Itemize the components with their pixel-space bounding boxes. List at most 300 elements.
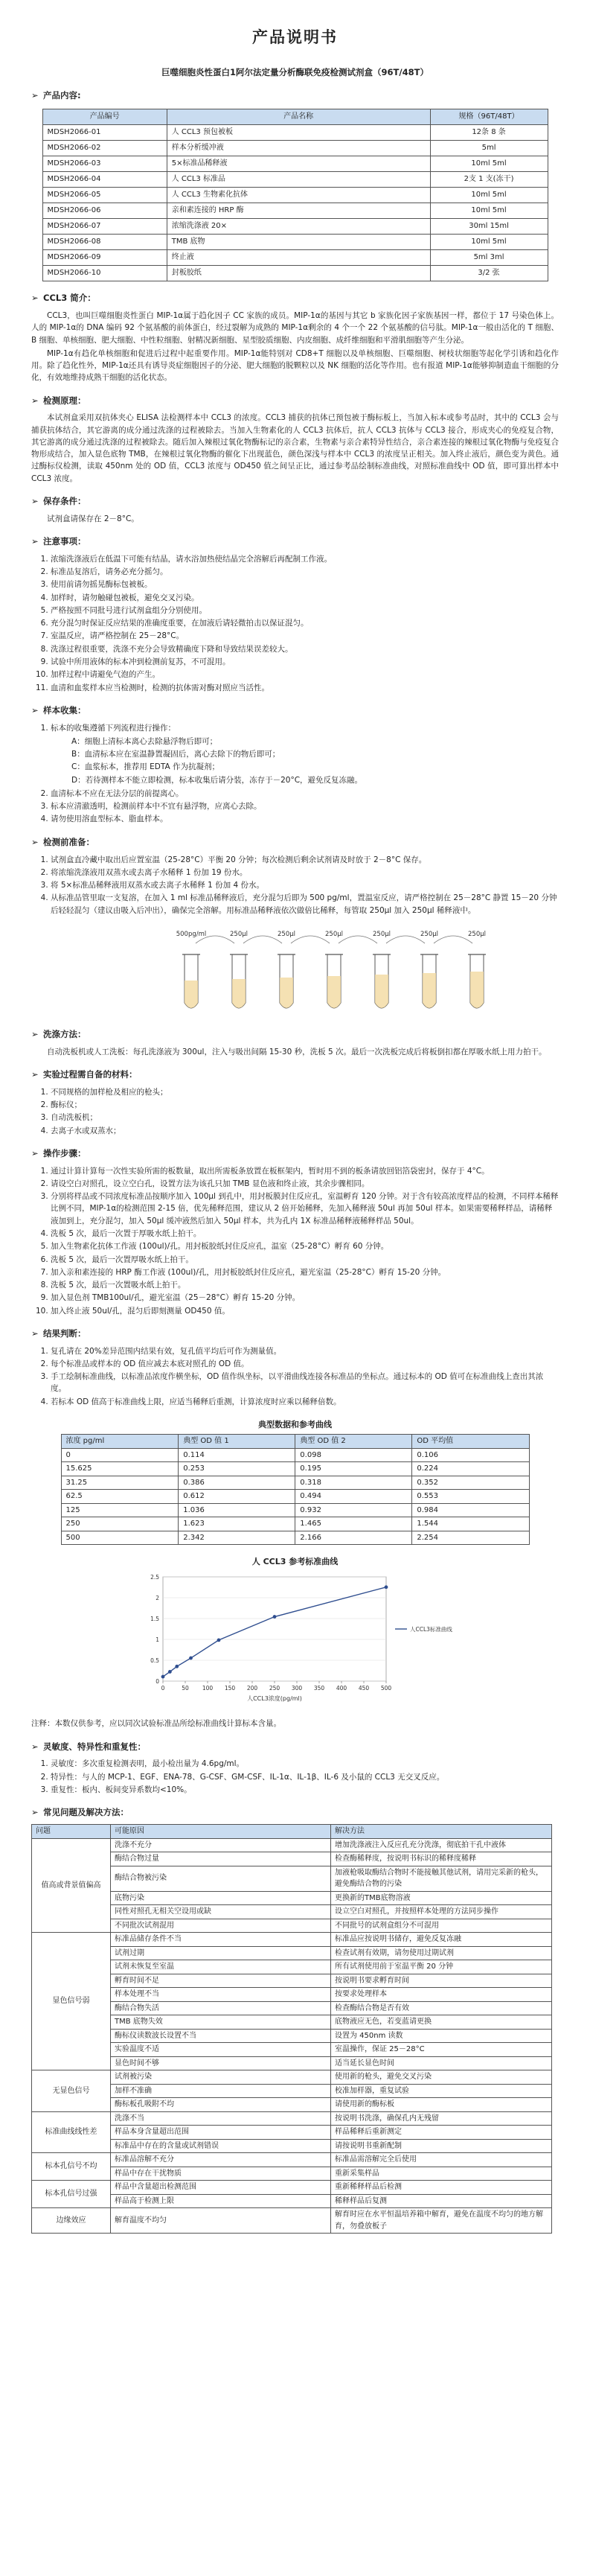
- solution-cell: 室温操作，保证 25－28°C: [331, 2043, 552, 2057]
- result-list: [31, 1345, 559, 1408]
- data-point: [217, 1639, 220, 1642]
- bullet-icon: ➢: [31, 1068, 39, 1080]
- table-cell: TMB 底物: [167, 235, 430, 250]
- table-cell: 15.625: [61, 1462, 179, 1476]
- bullet-icon: ➢: [31, 1327, 39, 1339]
- notes-list: [31, 553, 559, 694]
- sub-list-item: D：若待测样本不能立即检测，标本收集后请分装，冻存于－20°C，避免反复冻融。: [71, 775, 363, 785]
- list-item: 4. 从标准品管里取一支复溶，在加入 1 ml 标准品稀释液后，充分混匀后即为 500 pg/ml，置温室反应，请严格控制在 25－28°C 静置 15－20 分钟后轻轻混匀（建议由吸入后冲出），确保完全溶解。用标准品稀释液依次做倍比稀释，每管取 250μl 加入 250μl 稀释液中。: [51, 892, 559, 916]
- data-point: [189, 1657, 193, 1660]
- bullet-icon: ➢: [31, 1807, 39, 1818]
- list-item: 11. 血清和血浆样本应当检测时，检测的抗体需对酶对照应当活性。: [51, 682, 559, 694]
- tube-liquid: [185, 981, 198, 1008]
- table-header-cell: 问题: [32, 1825, 111, 1839]
- principle-text: 本试剂盒采用双抗体夹心 ELISA 法检测样本中 CCL3 的浓度。CCL3 捕获的抗体已预包被于酶标板上，当加入标本或参考品时，其中的 CCL3 会与捕获抗体结合，其它游离的成分通过洗涤的过程被除去。当加入生物素化的人 CCL3 抗体后，抗人 CCL3 抗体与 CCL3 接合，形成夹心的免疫复合物，其它游离的成分通过洗涤的过程被除去。随后加入辣根过氧化物酶标记的亲合素，生物素与亲合素特异性结合，亲合素连接的辣根过氧化物酶与免疫复合物形成结合，加入显色底物 TMB，在辣根过氧化物酶的催化下出现蓝色，颜色深浅与样本中 CCL3 的浓度呈正相关。加入终止液后，颜色变为黄色。通过酶标仪检测，读取 450nm 处的 OD 值，CCL3 浓度与 OD450 值之间呈正比，通过参考品绘制标准曲线，对照标准曲线中 OD 值，即可算出样本中 CCL3 浓度。: [31, 413, 559, 483]
- problem-cell: 值高或背景值偏高: [32, 1838, 111, 1933]
- cause-cell: 样品中含量超出检测范围: [111, 2181, 331, 2195]
- page-title: 产品说明书: [252, 28, 338, 46]
- table-cell: MDSH2066-01: [42, 125, 167, 141]
- solution-cell: 解育时应在水平恒温培养箱中解育，避免在温度不均匀的地方解育，勿叠放板子: [331, 2208, 552, 2234]
- table-row: [32, 2181, 552, 2195]
- table-row: [61, 1448, 529, 1462]
- table-cell: 3/2 张: [430, 266, 548, 281]
- table-header-cell: 浓度 pg/ml: [61, 1435, 179, 1449]
- tube-label: 250μl: [468, 930, 486, 938]
- table-row: [61, 1462, 529, 1476]
- transfer-arrow: [243, 936, 282, 943]
- list-item: 1. 浓缩洗涤液后在低温下可能有结晶，请水浴加热使结晶完全溶解后再配制工作液。: [51, 553, 559, 565]
- components-table: [42, 109, 548, 281]
- list-item: 8. 洗板 5 次，最后一次置吸水纸上拍干。: [51, 1279, 559, 1291]
- table-cell: 0.098: [295, 1448, 412, 1462]
- problem-cell: 边缘效应: [32, 2208, 111, 2234]
- plot-area: [163, 1577, 386, 1681]
- bullet-icon: ➢: [31, 395, 39, 406]
- bullet-icon: ➢: [31, 293, 39, 304]
- standard-data-table: [61, 1434, 530, 1545]
- cause-cell: 孵育时间不足: [111, 1974, 331, 1988]
- section-self-heading: ➢ 实验过程需自备的材料：: [31, 1068, 559, 1082]
- y-tick-label: 1.5: [150, 1616, 159, 1623]
- cause-cell: 试剂未恢复至室温: [111, 1960, 331, 1974]
- table-cell: 1.544: [412, 1517, 529, 1531]
- table-row: [32, 2208, 552, 2234]
- table-cell: 人 CCL3 标准品: [167, 172, 430, 188]
- list-item: [51, 788, 559, 800]
- standard-curve-svg: [124, 1571, 466, 1712]
- cause-cell: 底物污染: [111, 1891, 331, 1905]
- table-cell: 0.106: [412, 1448, 529, 1462]
- table-cell: MDSH2066-05: [42, 188, 167, 203]
- list-item: 2. 标准品复溶后，请务必充分摇匀。: [51, 566, 559, 578]
- section-storage-heading: ➢ 保存条件：: [31, 495, 559, 508]
- table-cell: 0.612: [179, 1490, 295, 1504]
- table-cell: 500: [61, 1531, 179, 1545]
- solution-cell: 重新采集样品: [331, 2167, 552, 2181]
- table-cell: 250: [61, 1517, 179, 1531]
- table-header-cell: 规格（96T/48T）: [430, 109, 548, 125]
- cause-cell: 酶结合物被污染: [111, 1866, 331, 1891]
- table-cell: 2支 1 支(冻干): [430, 172, 548, 188]
- x-tick-label: 500: [380, 1685, 391, 1692]
- table-cell: 0.224: [412, 1462, 529, 1476]
- tube-liquid: [375, 975, 388, 1008]
- solution-cell: 校准加样器，重复试验: [331, 2084, 552, 2098]
- tube: [373, 931, 425, 1008]
- chart-title: 人 CCL3 参考标准曲线: [251, 1557, 339, 1567]
- solution-cell: 请按说明书重新配制: [331, 2139, 552, 2153]
- data-point: [175, 1665, 179, 1668]
- table-cell: 人 CCL3 生物素化抗体: [167, 188, 430, 203]
- transfer-arrow: [291, 936, 330, 943]
- table-cell: 0.553: [412, 1490, 529, 1504]
- tube-liquid: [280, 978, 293, 1008]
- list-item: 5. 加入生物素化抗体工作液 (100ul)/孔。用封板胶纸封住反应孔，温室（25-28°C）孵育 60 分钟。: [51, 1240, 559, 1252]
- storage-text: 试剂盒请保存在 2－8°C。: [47, 514, 139, 523]
- section-intro-heading: ➢ CCL3 简介：: [31, 292, 559, 305]
- list-item: 2. 特异性：与人的 MCP-1、EGF、ENA-78、G-CSF、GM-CSF、IL-1α、IL-1β、IL-6 及小鼠的 CCL3 无交叉反应。: [51, 1771, 559, 1783]
- table-header-cell: 解决方法: [331, 1825, 552, 1839]
- table-cell: 1.623: [179, 1517, 295, 1531]
- table-cell: MDSH2066-06: [42, 203, 167, 219]
- problem-cell: 标本孔信号过强: [32, 2181, 111, 2208]
- solution-cell: 标准品需溶解完全后使用: [331, 2153, 552, 2167]
- table-header-cell: 可能原因: [111, 1825, 331, 1839]
- data-point: [384, 1585, 388, 1589]
- tube-liquid: [327, 976, 341, 1008]
- cause-cell: 样本处理不当: [111, 1988, 331, 2002]
- cause-cell: 显色时间不够: [111, 2056, 331, 2070]
- table-row: [32, 2153, 552, 2167]
- sub-list-item: B：血清标本应在室温静置凝固后，离心去除下的物后即可；: [71, 750, 280, 759]
- solution-cell: 设置为 450nm 读数: [331, 2029, 552, 2043]
- cause-cell: 不同批次试剂混用: [111, 1919, 331, 1933]
- table-cell: 0.253: [179, 1462, 295, 1476]
- table-row: [42, 141, 548, 156]
- table-cell: 人 CCL3 预包被板: [167, 125, 430, 141]
- intro-paragraph: CCL3，也叫巨噬细胞炎性蛋白 MIP-1α属于趋化因子 CC 家族的成员。MIP-1α的基因与其它 b 家族化因子家族基因一样，都位于 17 号染色体上。人的 MIP-1α的 DNA 编码 92 个氨基酸的前体蛋白，经过裂解为成熟的 MIP-1α剩余的 4 个一个 22 个氨基酸的信号肽。MIP-1α一般由活化的 T 细胞、B 细胞、单核细胞、肥大细胞、中性粒细胞、射精况新细胞、星型胶质细胞、内皮细胞、成纤维细胞和平滑肌细胞等产生分泌。: [31, 310, 559, 345]
- solution-cell: 请使用新的酶标板: [331, 2098, 552, 2112]
- x-tick-label: 200: [246, 1685, 257, 1692]
- list-item: 3. 手工绘制标准曲线，以标准品浓度作横坐标，OD 值作纵坐标，以平滑曲线连接各标准品的坐标点。通过标本的 OD 值可在标准曲线上查出其浓度。: [51, 1371, 559, 1395]
- cause-cell: 标准品溶解不充分: [111, 2153, 331, 2167]
- x-tick-label: 400: [336, 1685, 347, 1692]
- section-notes-heading: ➢ 注意事项：: [31, 535, 559, 549]
- sub-list-item: C：血浆标本，推荐用 EDTA 作为抗凝剂；: [71, 762, 220, 772]
- table-cell: 0.195: [295, 1462, 412, 1476]
- table-cell: 62.5: [61, 1490, 179, 1504]
- section-sample-heading: ➢ 样本收集：: [31, 704, 559, 718]
- table-cell: 5×标准品稀释液: [167, 156, 430, 172]
- table-cell: 5ml 3ml: [430, 250, 548, 266]
- list-item-text: 请勿使用溶血型标本、脂血样本。: [51, 814, 168, 824]
- problem-cell: 显色信号弱: [32, 1933, 111, 2070]
- transfer-arrow: [386, 936, 425, 943]
- table-cell: 2.342: [179, 1531, 295, 1545]
- tube: [420, 931, 472, 1008]
- y-tick-label: 2: [155, 1595, 159, 1602]
- disclaimer-note: 注释：本数仅供参考，应以同次试验标准品所绘标准曲线计算标本含量。: [31, 1719, 281, 1729]
- tube-label: 250μl: [325, 930, 343, 938]
- problem-cell: 标准曲线线性差: [32, 2111, 111, 2153]
- solution-cell: 设立空白对照孔，并按照样本处理的方法同步操作: [331, 1905, 552, 1919]
- list-item: 9. 试验中所用液体的标本冲到检测前复苏，不可混用。: [51, 656, 559, 668]
- solution-cell: 按说明书洗涤，确保孔内无残留: [331, 2111, 552, 2126]
- table-row: [32, 2111, 552, 2126]
- cause-cell: 标准品中存在的含量或试剂错误: [111, 2139, 331, 2153]
- table-row: [61, 1476, 529, 1490]
- x-tick-label: 450: [358, 1685, 369, 1692]
- table-row: [42, 188, 548, 203]
- section-wash-heading: ➢ 洗涤方法：: [31, 1028, 559, 1042]
- table-cell: 0.352: [412, 1476, 529, 1490]
- list-item: 7. 加入亲和素连接的 HRP 酶工作液 (100ul)/孔，用封板胶纸封住反应孔，避光室温（25-28°C）孵育 15-20 分钟。: [51, 1266, 559, 1278]
- solution-cell: 适当延长显色时间: [331, 2056, 552, 2070]
- list-item: 9. 加入显色剂 TMB100ul/孔，避光室温（25－28°C）孵育 15-20 分钟。: [51, 1292, 559, 1304]
- list-item: 1. 通过计算计算每一次性实验所需的板数量，取出所需板条放置在板框架内，暂时用不到的板条请放回铝箔袋密封，保存于 4°C。: [51, 1165, 559, 1177]
- table-cell: 5ml: [430, 141, 548, 156]
- x-tick-label: 300: [291, 1685, 302, 1692]
- table-row: [42, 235, 548, 250]
- cause-cell: 酶标板孔吸附不均: [111, 2098, 331, 2112]
- tube-liquid: [232, 979, 246, 1008]
- table-row: [42, 250, 548, 266]
- table-row: [42, 203, 548, 219]
- list-item: 6. 洗板 5 次，最后一次置厚吸水纸上拍干。: [51, 1254, 559, 1266]
- dilution-tubes-illustration: [31, 921, 559, 1018]
- data-point: [272, 1615, 276, 1619]
- list-item: [51, 813, 559, 825]
- y-tick-label: 2.5: [150, 1574, 159, 1581]
- x-tick-label: 0: [161, 1685, 164, 1692]
- data-point: [167, 1670, 171, 1674]
- bullet-icon: ➢: [31, 1741, 39, 1752]
- cause-cell: 样品本身含量超出范围: [111, 2126, 331, 2140]
- list-item: 1. 复孔请在 20%差异范围内结果有效，复孔值平均后可作为测量值。: [51, 1345, 559, 1357]
- cause-cell: 同性对照孔无相关空设用或缺: [111, 1905, 331, 1919]
- table-header-cell: 典型 OD 值 2: [295, 1435, 412, 1449]
- section-prep-heading: ➢ 检测前准备：: [31, 836, 559, 849]
- table-row: [42, 219, 548, 235]
- intro-paragraph: MIP-1α有趋化单核细胞和促进后过程中起重要作用。MIP-1α能特别对 CD8+T 细胞以及单核细胞、巨噬细胞、树枝状细胞等起化学引诱和趋化作用。除了趋化性外，MIP-1α还具有诱导炎症细胞因子的分泌、肥大细胞的脱颗粒以及 NK 细胞的活化等作用。也有报道 MIP-1α能够抑制造血干细胞的分化，有效地维持成熟干细胞的活化状态。: [31, 348, 559, 383]
- solution-cell: 检查酶结合物是否有效: [331, 2001, 552, 2015]
- data-point: [161, 1675, 164, 1679]
- list-item: 10. 加入终止液 50ul/孔，混匀后即刻测量 OD450 值。: [51, 1305, 559, 1317]
- list-item: 2. 酶标仪；: [51, 1099, 559, 1111]
- table-cell: MDSH2066-02: [42, 141, 167, 156]
- intro-text: [31, 310, 559, 384]
- table-cell: 样本分析缓冲液: [167, 141, 430, 156]
- legend-label: 人CCL3标准曲线: [409, 1626, 452, 1633]
- tube-label: 250μl: [278, 930, 295, 938]
- table-row: [61, 1490, 529, 1504]
- problem-cell: 标本孔信号不均: [32, 2153, 111, 2181]
- list-item: 3. 使用前请勿摇晃酶标包被板。: [51, 578, 559, 590]
- self-materials-list: [31, 1086, 559, 1137]
- table-cell: 2.166: [295, 1531, 412, 1545]
- list-item: 3. 重复性：板内、板间变异系数均<10%。: [51, 1784, 559, 1796]
- table-cell: MDSH2066-07: [42, 219, 167, 235]
- table-cell: 1.036: [179, 1503, 295, 1517]
- table-cell: 2.254: [412, 1531, 529, 1545]
- table-header-cell: OD 平均值: [412, 1435, 529, 1449]
- table-row: [42, 156, 548, 172]
- solution-cell: 重新稀释样品后检测: [331, 2181, 552, 2195]
- list-item: [51, 800, 559, 812]
- solution-cell: 增加洗涤液注入反应孔充分洗涤，彻底拍干孔中液体: [331, 1838, 552, 1852]
- list-item: 3. 自动洗板机；: [51, 1112, 559, 1123]
- solution-cell: 检查试剂有效期，请勿使用过期试剂: [331, 1946, 552, 1960]
- solution-cell: 按说明书要求孵育时间: [331, 1974, 552, 1988]
- table-row: [32, 1838, 552, 1852]
- troubleshooting-table: [31, 1824, 552, 2234]
- section-sensitivity-heading: ➢ 灵敏度、特异性和重复性：: [31, 1741, 559, 1754]
- cause-cell: 标准品储存条件不当: [111, 1933, 331, 1947]
- bullet-icon: ➢: [31, 495, 39, 506]
- tube: [230, 931, 282, 1008]
- transfer-arrow: [434, 936, 472, 943]
- list-item-text: 血清标本不应在无法分层的前提离心。: [51, 788, 184, 798]
- table-header-cell: 产品名称: [167, 109, 430, 125]
- table-cell: 10ml 5ml: [430, 156, 548, 172]
- x-tick-label: 50: [181, 1685, 189, 1692]
- bullet-icon: ➢: [31, 90, 39, 101]
- cause-cell: TMB 底物失效: [111, 2015, 331, 2030]
- y-tick-label: 0.5: [150, 1657, 159, 1665]
- table-row: [42, 125, 548, 141]
- list-item: 2. 请设空白对照孔，设立空白孔，设置方法为该孔只加 TMB 显色液和终止液，其余步骤相同。: [51, 1178, 559, 1190]
- table-cell: 1.465: [295, 1517, 412, 1531]
- cause-cell: 样品中存在干扰物质: [111, 2167, 331, 2181]
- y-tick-label: 1: [155, 1636, 159, 1644]
- table-row: [32, 2070, 552, 2085]
- x-tick-label: 350: [313, 1685, 324, 1692]
- table-cell: MDSH2066-03: [42, 156, 167, 172]
- solution-cell: 底物液应无色，若变蓝请更换: [331, 2015, 552, 2030]
- tube-label: 250μl: [373, 930, 391, 938]
- list-item: 7. 室温反应，请严格控制在 25－28°C。: [51, 630, 559, 642]
- tube-label: 500pg/ml: [176, 930, 207, 938]
- table-cell: 12条 8 条: [430, 125, 548, 141]
- solution-cell: 加液枪吸取酶结合物时不能接触其他试剂，请用完采新的枪头，避免酶结合物的污染: [331, 1866, 552, 1891]
- table-header-cell: 产品编号: [42, 109, 167, 125]
- list-item: 8. 洗涤过程很重要，洗涤不充分会导致精确度下降和导致结果误差较大。: [51, 643, 559, 655]
- list-item: 3. 将 5×标准品稀释液用双蒸水或去离子水稀释 1 份加 4 份水。: [51, 879, 559, 891]
- list-item: 10. 加样过程中请避免气泡的产生。: [51, 669, 559, 680]
- transfer-arrow: [339, 936, 377, 943]
- table-cell: 10ml 5ml: [430, 188, 548, 203]
- table-cell: MDSH2066-08: [42, 235, 167, 250]
- list-item: 5. 严格按照不同批号进行试剂盒组分分别使用。: [51, 605, 559, 616]
- section-components-heading: ➢ 产品内容:: [31, 89, 559, 103]
- table-cell: 0.114: [179, 1448, 295, 1462]
- list-item: 1. 灵敏度：多次重复检测表明，最小检出量为 4.6pg/ml。: [51, 1758, 559, 1770]
- table-cell: MDSH2066-10: [42, 266, 167, 281]
- tube: [176, 931, 234, 1008]
- table-row: [61, 1503, 529, 1517]
- solution-cell: 使用新的枪头，避免交叉污染: [331, 2070, 552, 2085]
- list-item-text: 标本应清澈透明，检测前样本中不宜有悬浮物，应离心去除。: [51, 802, 262, 812]
- cause-cell: 解育温度不均匀: [111, 2208, 331, 2234]
- bullet-icon: ➢: [31, 536, 39, 547]
- table-cell: 浓缩洗涤液 20×: [167, 219, 430, 235]
- table-cell: 30ml 15ml: [430, 219, 548, 235]
- table-row: [42, 266, 548, 281]
- table-cell: 0.932: [295, 1503, 412, 1517]
- table-cell: 10ml 5ml: [430, 203, 548, 219]
- bullet-icon: ➢: [31, 704, 39, 715]
- table-cell: 125: [61, 1503, 179, 1517]
- cause-cell: 样品高于检测上限: [111, 2194, 331, 2208]
- cause-cell: 试剂过期: [111, 1946, 331, 1960]
- list-item: 4. 去离子水或双蒸水；: [51, 1125, 559, 1137]
- table-row: [61, 1531, 529, 1545]
- table-row: [61, 1517, 529, 1531]
- tube: [278, 931, 330, 1008]
- table-header-cell: 典型 OD 值 1: [179, 1435, 295, 1449]
- table-cell: 0.984: [412, 1503, 529, 1517]
- wash-text: 自动洗板机或人工洗板：每孔洗涤液为 300ul，注入与吸出间隔 15-30 秒，洗板 5 次。最后一次洗板完成后将板倒扣都在厚吸水纸上用力拍干。: [47, 1047, 547, 1056]
- table-row: [42, 172, 548, 188]
- cause-cell: 酶结合物过量: [111, 1852, 331, 1866]
- list-item: 6. 充分混匀时保证反应结果的准确度重要，在加液后请轻微拍击以保证混匀。: [51, 617, 559, 629]
- section-steps-heading: ➢ 操作步骤：: [31, 1147, 559, 1161]
- x-axis-label: 人CCL3浓度(pg/ml): [246, 1695, 302, 1703]
- steps-list: [31, 1165, 559, 1317]
- section-result-heading: ➢ 结果判断：: [31, 1327, 559, 1341]
- list-item: [51, 722, 559, 786]
- x-tick-label: 250: [269, 1685, 280, 1692]
- bullet-icon: ➢: [31, 1147, 39, 1158]
- sensitivity-list: [31, 1758, 559, 1796]
- solution-cell: 标准品应按说明书储存，避免反复冻融: [331, 1933, 552, 1947]
- product-subtitle: 巨噬细胞炎性蛋白1阿尔法定量分析酶联免疫检测试剂盒（96T/48T）: [161, 66, 429, 77]
- table-cell: 封板胶纸: [167, 266, 430, 281]
- table-cell: 10ml 5ml: [430, 235, 548, 250]
- table-cell: 亲和素连接的 HRP 酶: [167, 203, 430, 219]
- tube-liquid: [423, 973, 436, 1008]
- solution-cell: 样品稀释后重新测定: [331, 2126, 552, 2140]
- tube-label: 250μl: [420, 930, 438, 938]
- list-item: 4. 加样时，请勿触碰包被板，避免交叉污染。: [51, 592, 559, 604]
- table-row: [32, 1933, 552, 1947]
- list-item: 4. 若标本 OD 值高于标准曲线上限，应适当稀释后重测，计算浓度时应乘以稀释倍数。: [51, 1396, 559, 1408]
- list-item: 1. 不同规格的加样枪及相应的枪头；: [51, 1086, 559, 1098]
- list-item: 3. 分别将样品或不同浓度标准品按顺序加入 100μl 到孔中，用封板膜封住反应孔，室温孵育 120 分钟。对于含有较高浓度样品的检测，不同样本稀释比例不同，MIP-1α的检测范围 2-15 倍，优先稀释范围，建议从 2 倍开始稀释，先加入稀释液 50ul 再加 50ul 样本。如果需要稀释样品，请稀释液加到上，充分混匀，加入 50μl 缓冲液然后加入 50μl 样本，共为孔内 1X 标准品稀释液稀释样品 50ul。: [51, 1190, 559, 1227]
- sub-list-item: A：细胞上清标本离心去除悬浮物后即可；: [71, 736, 218, 746]
- table-cell: 0.494: [295, 1490, 412, 1504]
- table-cell: 终止液: [167, 250, 430, 266]
- sample-list: [31, 722, 559, 826]
- tube-label: 250μl: [230, 930, 248, 938]
- list-item: 2. 每个标准品或样本的 OD 值应减去本底对照孔的 OD 值。: [51, 1358, 559, 1370]
- list-item-text: 标本的收集遵循下列流程进行操作：: [51, 723, 176, 733]
- solution-cell: 所有试剂使用前于室温平衡 20 分钟: [331, 1960, 552, 1974]
- list-item: 2. 将浓缩洗涤液用双蒸水或去离子水稀释 1 份加 19 份水。: [51, 867, 559, 879]
- table-cell: 0.318: [295, 1476, 412, 1490]
- bullet-icon: ➢: [31, 1028, 39, 1039]
- section-trouble-heading: ➢ 常见问题及解决方法：: [31, 1806, 559, 1820]
- cause-cell: 实验温度不适: [111, 2043, 331, 2057]
- tube-liquid: [470, 972, 484, 1008]
- y-tick-label: 0: [155, 1678, 159, 1686]
- solution-cell: 稀释样品后复测: [331, 2194, 552, 2208]
- tube: [325, 931, 377, 1008]
- table-cell: MDSH2066-04: [42, 172, 167, 188]
- cause-cell: 加样不准确: [111, 2084, 331, 2098]
- list-item: 1. 试剂盒直冷藏中取出后应置室温（25-28°C）平衡 20 分钟；每次检测后剩余试剂请及时放于 2－8°C 保存。: [51, 854, 559, 866]
- table-cell: MDSH2066-09: [42, 250, 167, 266]
- x-tick-label: 100: [202, 1685, 213, 1692]
- list-item: 4. 洗板 5 次，最后一次置于厚吸水纸上拍干。: [51, 1228, 559, 1240]
- table-cell: 0: [61, 1448, 179, 1462]
- cause-cell: 试剂被污染: [111, 2070, 331, 2085]
- problem-cell: 无显色信号: [32, 2070, 111, 2112]
- cause-cell: 洗涤不当: [111, 2111, 331, 2126]
- cause-cell: 酶结合物失活: [111, 2001, 331, 2015]
- std-table-title: 典型数据和参考曲线: [258, 1419, 332, 1429]
- x-tick-label: 150: [224, 1685, 235, 1692]
- bullet-icon: ➢: [31, 836, 39, 847]
- table-cell: 31.25: [61, 1476, 179, 1490]
- cause-cell: 酶标仪读数波长设置不当: [111, 2029, 331, 2043]
- solution-cell: 不同批号的试剂盒组分不可混用: [331, 1919, 552, 1933]
- dilution-diagram: [31, 921, 559, 1018]
- section-principle-heading: ➢ 检测原理：: [31, 395, 559, 408]
- solution-cell: 检查酶稀释度，按说明书标识的稀释度稀释: [331, 1852, 552, 1866]
- solution-cell: 更换新的TMB底物溶液: [331, 1891, 552, 1905]
- cause-cell: 洗涤不充分: [111, 1838, 331, 1852]
